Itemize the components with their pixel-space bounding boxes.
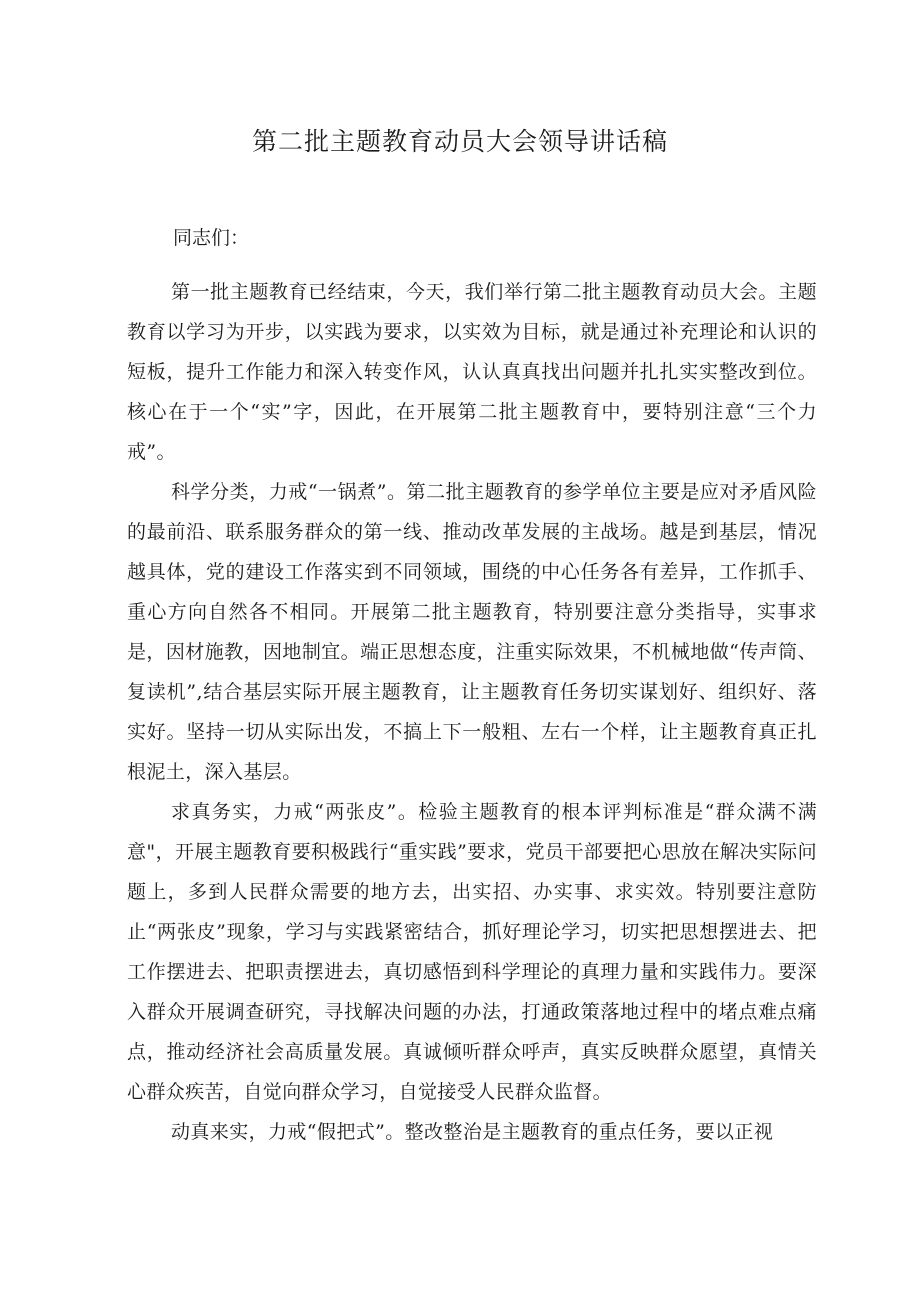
document-title: 第二批主题教育动员大会领导讲话稿 <box>251 127 668 156</box>
greeting: 同志们： <box>173 227 250 249</box>
paragraph-intro: 第一批主题教育已经结束，今天，我们举行第二批主题教育动员大会。主题教育以学习为开步，以实践为要求，以实效为目标，就是通过补充理论和认识的短板，提升工作能力和深入转变作风，认认真真找出问题并扎扎实实整改到位。核心在于一个“实”字，因此，在开展第二批主题教育中，要特别注意“三个力戒”。 <box>127 281 817 463</box>
document-body <box>127 218 817 1152</box>
paragraph-scientific-classification: 科学分类，力戒“一锅煮”。第二批主题教育的参学单位主要是应对矛盾风险的最前沿、联系服务群众的第一线、推动改革发展的主战场。越是到基层，情况越具体，党的建设工作落实到不同领域，围绕的中心任务各有差异，工作抓手、重心方向自然各不相同。开展第二批主题教育，特别要注意分类指导，实事求是，因材施教，因地制宜。端正思想态度，注重实际效果，不机械地做“传声筒、复读机”,结合基层实际开展主题教育，让主题教育任务切实谋划好、组织好、落实好。坚持一切从实际出发，不搞上下一般粗、左右一个样，让主题教育真正扎根泥土，深入基层。 <box>127 481 817 783</box>
paragraph-real-action: 动真来实，力戒“假把式”。整改整治是主题教育的重点任务，要以正视 <box>171 1121 774 1143</box>
paragraph-seek-truth: 求真务实，力戒“两张皮”。检验主题教育的根本评判标准是“群众满不满意"，开展主题教育要积极践行“重实践”要求，党员干部要把心思放在解决实际问题上，多到人民群众需要的地方去，出实招、办实事、求实效。特别要注意防止“两张皮”现象，学习与实践紧密结合，抓好理论学习，切实把思想摆进去、把工作摆进去、把职责摆进去，真切感悟到科学理论的真理力量和实践伟力。要深入群众开展调查研究，寻找解决问题的办法，打通政策落地过程中的堵点难点痛点，推动经济社会高质量发展。真诚倾听群众呼声，真实反映群众愿望，真情关心群众疾苦，自觉向群众学习，自觉接受人民群众监督。 <box>127 801 817 1103</box>
